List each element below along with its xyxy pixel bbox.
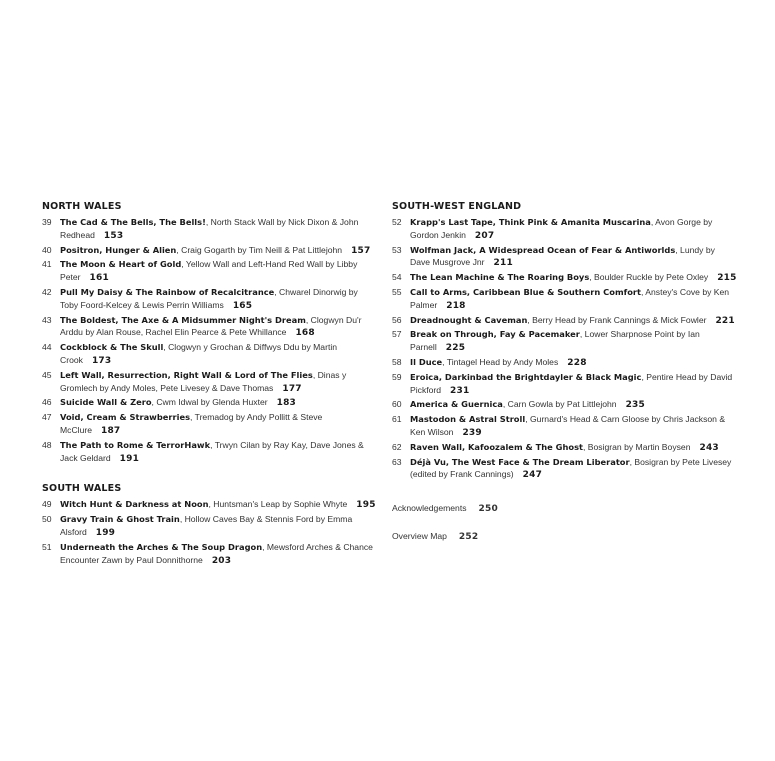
page-number: 211 bbox=[493, 258, 513, 269]
entry-number: 54 bbox=[392, 272, 402, 283]
toc-entry bbox=[392, 398, 737, 412]
page-number: 221 bbox=[715, 315, 735, 326]
entry-number: 46 bbox=[42, 397, 52, 408]
toc-entry bbox=[42, 411, 377, 438]
page-number: 168 bbox=[295, 328, 315, 339]
entry-text bbox=[60, 513, 377, 540]
location-and-author: , Clogwyn y Grochan & Diffwys Ddu by Martin Crook bbox=[60, 342, 338, 365]
entry-number: 44 bbox=[42, 342, 52, 353]
route-names: Underneath the Arches & The Soup Dragon bbox=[60, 541, 263, 552]
location-and-author: , Dinas y Gromlech by Andy Moles, Pete Livesey & Dave Thomas bbox=[60, 369, 347, 393]
toc-entry bbox=[392, 286, 737, 313]
acknowledgements-entry bbox=[392, 502, 737, 516]
entry-text bbox=[410, 286, 737, 313]
entry-number: 58 bbox=[392, 356, 402, 367]
section-title: SOUTH WALES bbox=[42, 483, 122, 495]
entry-number: 59 bbox=[392, 371, 402, 382]
toc-entry bbox=[42, 258, 377, 285]
toc-entry bbox=[392, 244, 737, 271]
page-number: 195 bbox=[356, 500, 376, 511]
entry-number: 53 bbox=[392, 244, 402, 255]
page-number: 173 bbox=[91, 355, 112, 366]
location-and-author: , Anstey's Cove by Ken Palmer bbox=[410, 286, 730, 310]
route-names: Wolfman Jack, A Widespread Ocean of Fear & Antiworlds bbox=[410, 244, 676, 255]
page-number: 199 bbox=[95, 527, 116, 538]
entry-text bbox=[60, 498, 377, 512]
entry-number: 50 bbox=[42, 514, 52, 525]
page-number: 231 bbox=[450, 385, 470, 396]
section-title: SOUTH-WEST ENGLAND bbox=[392, 201, 522, 212]
location-and-author: , Tintagel Head by Andy Moles bbox=[442, 356, 559, 367]
location-and-author: , Cwm Idwal by Glenda Huxter bbox=[151, 397, 268, 408]
entry-text bbox=[410, 441, 737, 455]
entry-text bbox=[60, 216, 377, 243]
entry-text bbox=[60, 541, 377, 568]
toc-entry bbox=[392, 356, 737, 370]
route-names: Dreadnought & Caveman bbox=[410, 314, 528, 325]
entry-text bbox=[60, 369, 377, 396]
route-names: Mastodon & Astral Stroll bbox=[410, 414, 526, 425]
entry-text bbox=[60, 411, 377, 438]
route-names: Déjà Vu, The West Face & The Dream Liberator bbox=[410, 456, 630, 467]
location-and-author: , Bosigran by Pete Livesey (edited by Frank Cannings) bbox=[410, 456, 732, 480]
route-names: Eroica, Darkinbad the Brightdayler & Black Magic bbox=[410, 371, 642, 382]
route-names: Witch Hunt & Darkness at Noon bbox=[60, 499, 209, 510]
entry-text bbox=[60, 286, 377, 313]
page-number: 165 bbox=[232, 300, 253, 311]
entry-text bbox=[60, 341, 377, 368]
page-number: 225 bbox=[445, 343, 466, 354]
contents-right-column bbox=[392, 201, 737, 544]
location-and-author: , Berry Head by Frank Cannings & Mick Fowler bbox=[527, 314, 707, 325]
toc-entry bbox=[392, 314, 737, 328]
toc-entry bbox=[42, 513, 377, 540]
page-number: 183 bbox=[276, 398, 296, 409]
entry-text bbox=[410, 398, 737, 412]
entry-number: 63 bbox=[392, 456, 402, 467]
location-and-author: , Pentire Head by David Pickford bbox=[410, 371, 733, 395]
entry-text bbox=[410, 371, 737, 398]
location-and-author: , Hollow Caves Bay & Stennis Ford by Emma Alsford bbox=[60, 514, 353, 537]
location-and-author: , Lundy by Dave Musgrove Jnr bbox=[410, 244, 715, 268]
entry-number: 39 bbox=[42, 217, 52, 227]
page-number: 239 bbox=[462, 427, 482, 438]
toc-entry bbox=[42, 439, 377, 466]
overview-map-entry bbox=[392, 530, 737, 544]
page-number: 153 bbox=[103, 230, 124, 241]
toc-entry bbox=[392, 371, 737, 398]
entry-text bbox=[410, 456, 737, 483]
route-names: Call to Arms, Caribbean Blue & Southern Comfort bbox=[410, 286, 641, 297]
route-names: Suicide Wall & Zero bbox=[60, 397, 152, 408]
entry-number: 40 bbox=[42, 244, 52, 255]
toc-entry bbox=[42, 216, 377, 243]
route-names: Left Wall, Resurrection, Right Wall & Lord of The Flies bbox=[60, 369, 313, 380]
page-number: 157 bbox=[351, 245, 371, 256]
entry-text bbox=[410, 314, 737, 328]
location-and-author: , Lower Sharpnose Point by Ian Parnell bbox=[410, 329, 700, 353]
entry-number: 55 bbox=[392, 286, 402, 297]
route-names: The Lean Machine & The Roaring Boys bbox=[410, 272, 590, 283]
page-number: 252 bbox=[458, 532, 479, 543]
location-and-author: , Avon Gorge by Gordon Jenkin bbox=[410, 217, 713, 240]
location-and-author: , Huntsman's Leap by Sophie Whyte bbox=[208, 499, 348, 510]
entry-number: 42 bbox=[42, 286, 52, 297]
page-number: 177 bbox=[282, 383, 302, 394]
route-names: America & Guernica bbox=[410, 399, 503, 410]
contents-left-column bbox=[42, 201, 377, 585]
location-and-author: , Craig Gogarth by Tim Neill & Pat Littlejohn bbox=[176, 244, 343, 255]
toc-entry bbox=[42, 244, 377, 258]
location-and-author: , Trwyn Cilan by Ray Kay, Dave Jones & Jack Geldard bbox=[60, 439, 364, 463]
toc-entry bbox=[42, 341, 377, 368]
location-and-author: , Boulder Ruckle by Pete Oxley bbox=[589, 272, 709, 283]
route-names: Krapp's Last Tape, Think Pink & Amanita Muscarina bbox=[410, 217, 651, 227]
page-number: 215 bbox=[717, 273, 737, 284]
location-and-author: , Carn Gowla by Pat Littlejohn bbox=[502, 399, 617, 410]
page-number: 247 bbox=[522, 470, 543, 481]
entry-number: 41 bbox=[42, 259, 52, 270]
entry-number: 52 bbox=[392, 217, 402, 227]
page-number: 187 bbox=[101, 425, 121, 436]
route-names: The Path to Rome & TerrorHawk bbox=[60, 439, 211, 450]
route-names: Positron, Hunger & Alien bbox=[60, 244, 177, 255]
page-number: 207 bbox=[474, 230, 495, 241]
route-names: Il Duce bbox=[410, 356, 443, 367]
entry-text bbox=[60, 244, 377, 258]
route-names: The Boldest, The Axe & A Midsummer Night's Dream bbox=[60, 314, 306, 325]
section-title: NORTH WALES bbox=[42, 201, 122, 212]
entry-text bbox=[60, 314, 377, 341]
entry-number: 62 bbox=[392, 441, 402, 452]
location-and-author: , North Stack Wall by Nick Dixon & John Redhead bbox=[60, 217, 359, 240]
toc-entry bbox=[42, 369, 377, 396]
acknowledgements-label: Acknowledgements bbox=[392, 503, 467, 514]
page-number: 161 bbox=[89, 273, 109, 284]
toc-entry bbox=[392, 441, 737, 455]
section-north-wales bbox=[42, 201, 377, 465]
page-number: 191 bbox=[119, 453, 140, 464]
route-names: Pull My Daisy & The Rainbow of Recalcitrance bbox=[60, 286, 275, 297]
route-names: The Cad & The Bells, The Bells! bbox=[60, 217, 206, 227]
page-number: 228 bbox=[567, 357, 587, 368]
location-and-author: , Tremadog by Andy Pollitt & Steve McClure bbox=[60, 412, 323, 435]
page-number: 203 bbox=[211, 555, 232, 566]
entry-number: 48 bbox=[42, 439, 52, 450]
entry-text bbox=[410, 413, 737, 440]
entry-text bbox=[410, 216, 737, 243]
route-names: Void, Cream & Strawberries bbox=[60, 412, 191, 423]
entry-number: 45 bbox=[42, 369, 52, 380]
overview-map-label: Overview Map bbox=[392, 531, 447, 542]
route-names: Gravy Train & Ghost Train bbox=[60, 514, 180, 525]
entry-number: 60 bbox=[392, 399, 402, 410]
entry-text bbox=[410, 271, 737, 285]
page-number: 235 bbox=[625, 400, 645, 411]
entry-text bbox=[60, 396, 377, 410]
section-south-wales bbox=[42, 483, 377, 567]
toc-entry bbox=[392, 271, 737, 285]
entry-number: 56 bbox=[392, 314, 402, 325]
entry-number: 49 bbox=[42, 499, 52, 510]
toc-entry bbox=[392, 456, 737, 483]
entry-list bbox=[42, 498, 377, 567]
route-names: The Moon & Heart of Gold bbox=[60, 259, 182, 270]
toc-entry bbox=[392, 216, 737, 243]
entry-text bbox=[60, 439, 377, 466]
route-names: Cockblock & The Skull bbox=[60, 342, 164, 353]
section-south-west-england bbox=[392, 201, 737, 482]
location-and-author: , Clogwyn Du'r Arddu by Alan Rouse, Rachel Elin Pearce & Pete Whillance bbox=[60, 314, 362, 338]
toc-entry bbox=[42, 314, 377, 341]
toc-entry bbox=[42, 396, 377, 410]
entry-list bbox=[392, 216, 737, 482]
entry-number: 43 bbox=[42, 314, 52, 325]
toc-entry bbox=[42, 498, 377, 512]
location-and-author: , Chwarel Dinorwig by Toby Foord-Kelcey & Lewis Perrin Williams bbox=[60, 286, 358, 310]
page-number: 218 bbox=[446, 300, 466, 311]
entry-text bbox=[410, 356, 737, 370]
entry-number: 57 bbox=[392, 329, 402, 340]
entry-text bbox=[60, 258, 377, 285]
route-names: Break on Through, Fay & Pacemaker bbox=[410, 329, 580, 340]
location-and-author: , Gurnard's Head & Carn Gloose by Chris Jackson & Ken Wilson bbox=[410, 414, 726, 437]
toc-entry bbox=[392, 413, 737, 440]
toc-entry bbox=[42, 541, 377, 568]
entry-number: 51 bbox=[42, 541, 52, 552]
toc-entry bbox=[42, 286, 377, 313]
entry-text bbox=[410, 244, 737, 271]
entry-text bbox=[410, 328, 737, 355]
location-and-author: , Bosigran by Martin Boysen bbox=[583, 441, 691, 452]
route-names: Raven Wall, Kafoozalem & The Ghost bbox=[410, 441, 583, 452]
entry-number: 47 bbox=[42, 412, 52, 423]
entry-list bbox=[42, 216, 377, 465]
page-number: 243 bbox=[699, 442, 719, 453]
page-number: 250 bbox=[478, 504, 498, 515]
toc-entry bbox=[392, 328, 737, 355]
location-and-author: , Mewsford Arches & Chance Encounter Zawn by Paul Donnithorne bbox=[60, 541, 373, 565]
entry-number: 61 bbox=[392, 414, 402, 425]
location-and-author: , Yellow Wall and Left-Hand Red Wall by Libby Peter bbox=[60, 259, 358, 283]
